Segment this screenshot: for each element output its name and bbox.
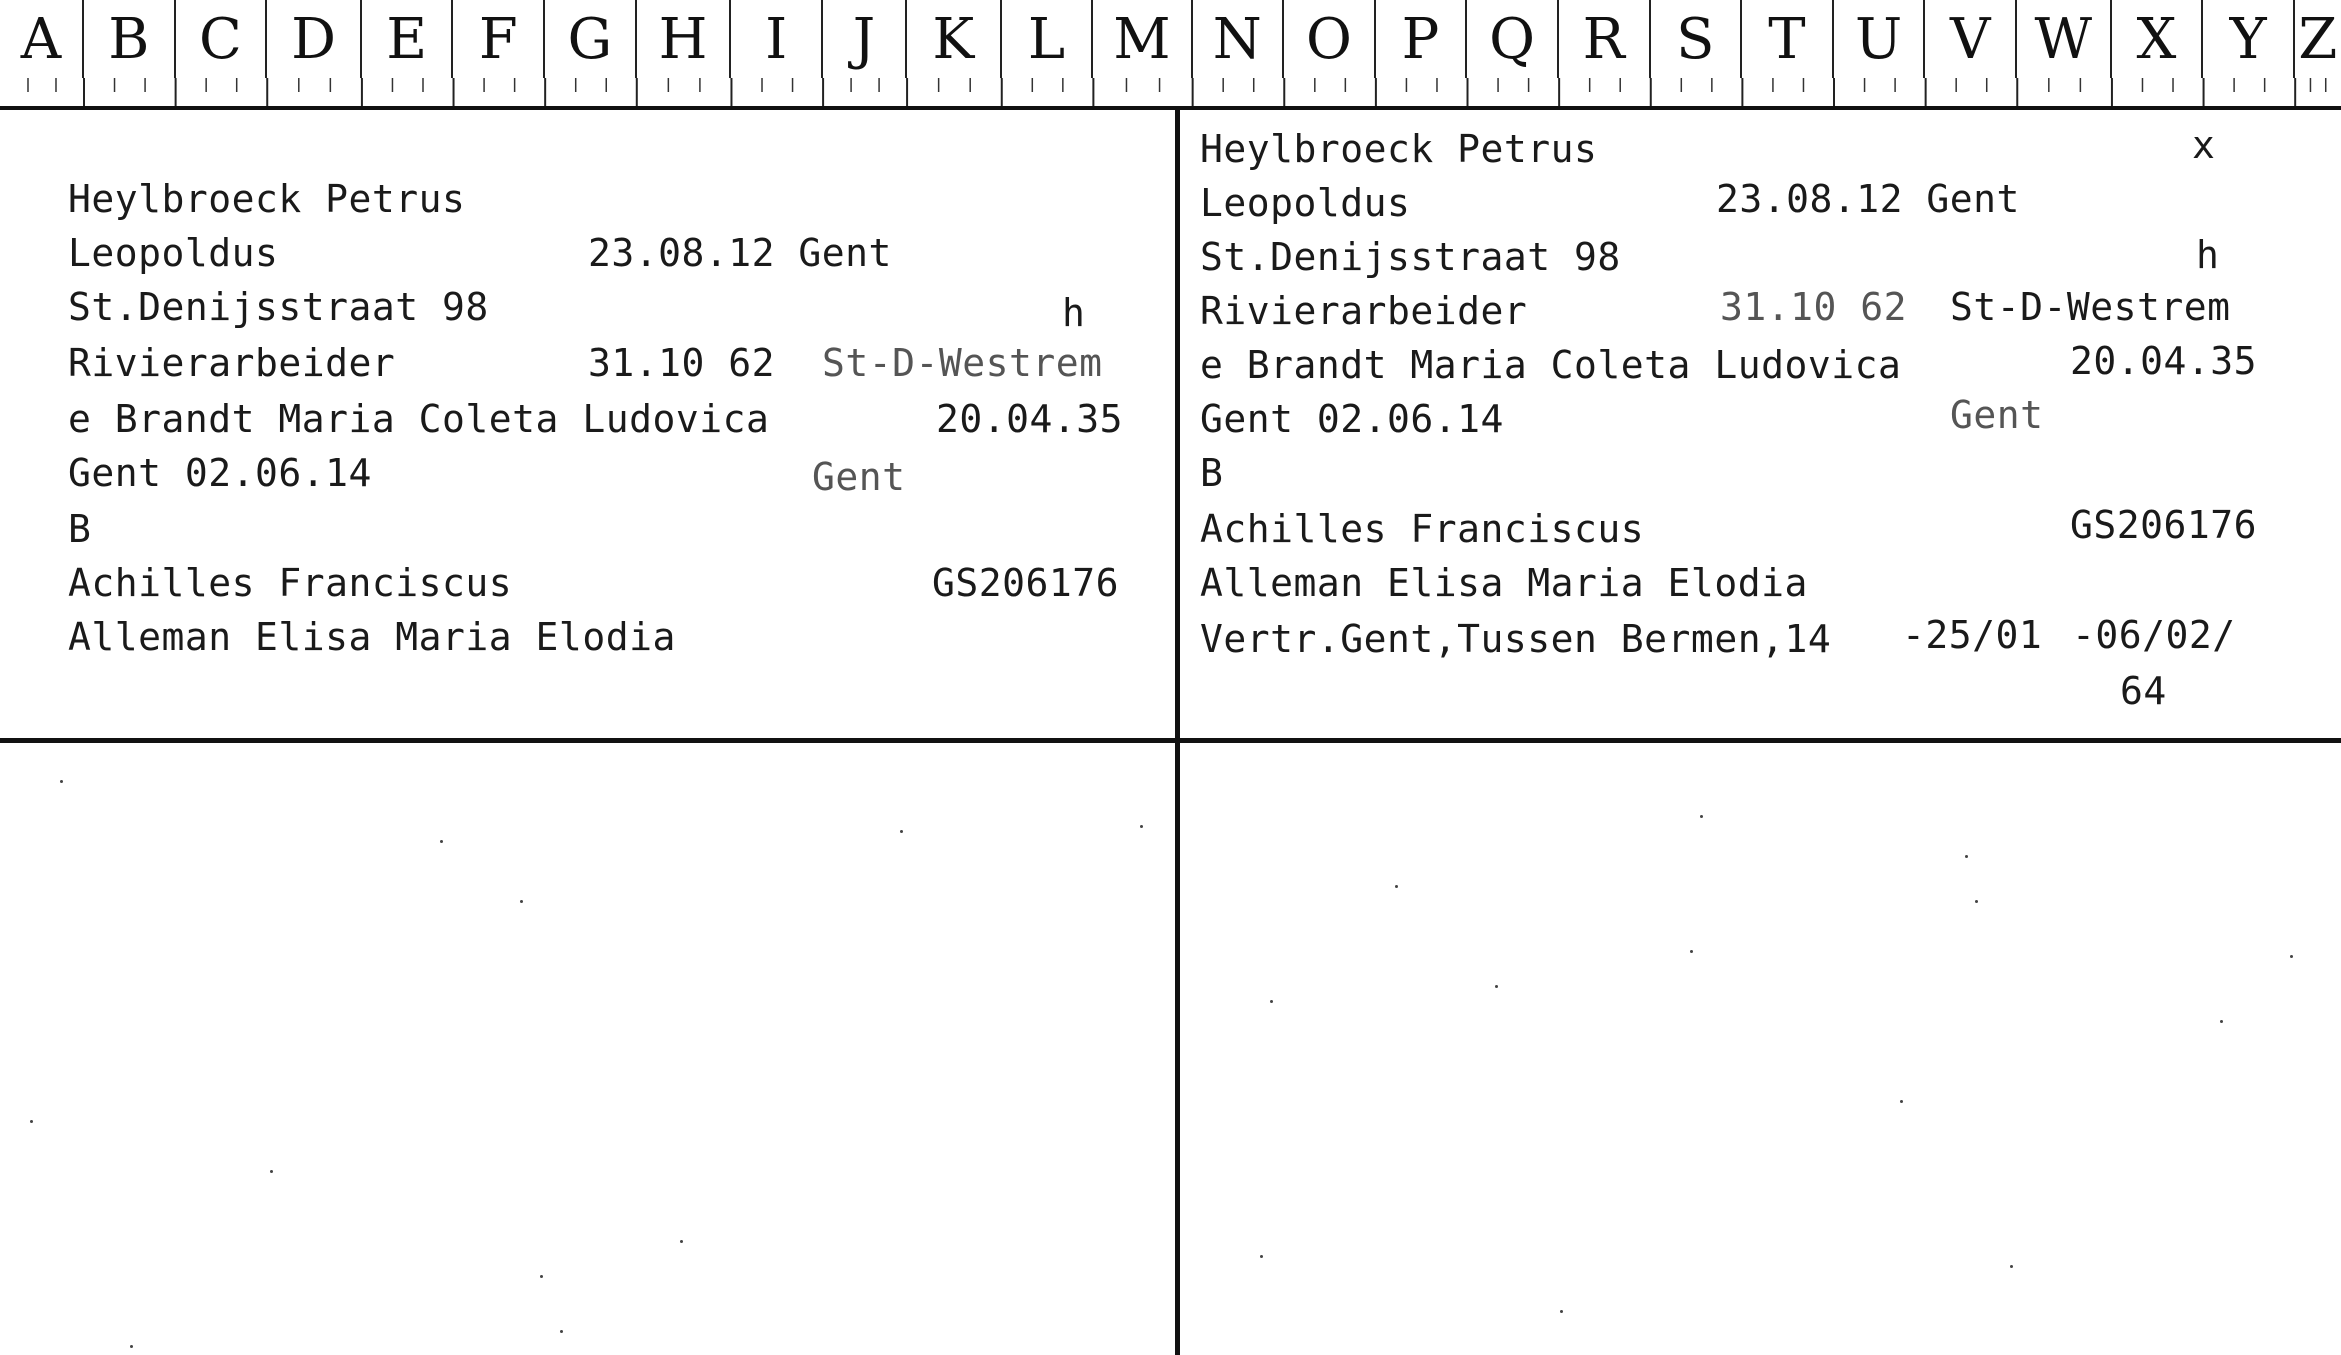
- scan-speck: [440, 840, 443, 843]
- card-left-mark-b: B: [68, 507, 92, 551]
- card-right-occupation: Rivierarbeider: [1200, 289, 1528, 333]
- scan-speck: [680, 1240, 683, 1243]
- card-left-child-spouse: Alleman Elisa Maria Elodia: [68, 615, 676, 659]
- card-left-date-death: 31.10 62: [588, 341, 776, 385]
- scan-speck: [1975, 900, 1978, 903]
- index-letter-l: L: [1002, 0, 1094, 78]
- index-letter-t: T: [1742, 0, 1834, 78]
- scan-speck: [1140, 825, 1143, 828]
- scan-speck: [30, 1120, 33, 1123]
- index-letter-b: B: [84, 0, 176, 78]
- scan-speck: [1270, 1000, 1273, 1003]
- card-left-occupation: Rivierarbeider: [68, 341, 396, 385]
- index-letter-g: G: [545, 0, 637, 78]
- card-right-transfer-year: 64: [2120, 669, 2167, 713]
- card-left-mark-h: h: [1062, 291, 1086, 335]
- scan-speck: [2220, 1020, 2223, 1023]
- card-right-mark-h: h: [2196, 233, 2220, 277]
- scan-speck: [130, 1345, 133, 1348]
- index-letter-p: P: [1376, 0, 1468, 78]
- scan-speck: [1690, 950, 1693, 953]
- scan-speck: [2010, 1265, 2013, 1268]
- scan-speck: [270, 1170, 273, 1173]
- index-tick-marks: [0, 78, 2341, 110]
- scan-speck: [60, 780, 63, 783]
- index-letter-o: O: [1284, 0, 1376, 78]
- index-letter-y: Y: [2203, 0, 2295, 78]
- card-right-spouse-place: Gent: [1950, 393, 2044, 437]
- card-right-birth: 23.08.12 Gent: [1716, 177, 2020, 221]
- scan-speck: [540, 1275, 543, 1278]
- index-letter-s: S: [1651, 0, 1743, 78]
- card-right-transfer: Vertr.Gent,Tussen Bermen,14: [1200, 617, 1832, 661]
- index-letter-j: J: [823, 0, 907, 78]
- card-right-spouse: e Brandt Maria Coleta Ludovica: [1200, 343, 1902, 387]
- card-left: [0, 110, 1175, 738]
- scan-speck: [520, 900, 523, 903]
- card-right-code: GS206176: [2070, 503, 2258, 547]
- card-right-place-death: St-D-Westrem: [1950, 285, 2231, 329]
- card-right-mark-b: B: [1200, 451, 1224, 495]
- card-left-birth: 23.08.12 Gent: [588, 231, 892, 275]
- card-left-place-death: St-D-Westrem: [822, 341, 1103, 385]
- index-letter-e: E: [362, 0, 454, 78]
- index-letter-a: A: [0, 0, 84, 78]
- card-left-spouse: e Brandt Maria Coleta Ludovica: [68, 397, 770, 441]
- card-right-child: Achilles Franciscus: [1200, 507, 1645, 551]
- card-divider-horizontal: [0, 738, 2341, 743]
- index-letter-f: F: [453, 0, 545, 78]
- index-letter-q: Q: [1467, 0, 1559, 78]
- card-right-mark-x: x: [2192, 123, 2216, 167]
- card-right-street: St.Denijsstraat 98: [1200, 235, 1621, 279]
- card-left-spouse-place: Gent: [812, 455, 906, 499]
- scan-speck: [2290, 955, 2293, 958]
- card-left-street: St.Denijsstraat 98: [68, 285, 489, 329]
- index-letter-i: I: [731, 0, 823, 78]
- card-right-transfer-date2: -06/02/: [2072, 613, 2236, 657]
- scan-speck: [900, 830, 903, 833]
- index-letter-c: C: [176, 0, 268, 78]
- index-letter-m: M: [1093, 0, 1192, 78]
- card-right-spouse-date: 20.04.35: [2070, 339, 2258, 383]
- index-letter-x: X: [2112, 0, 2204, 78]
- card-right-child-spouse: Alleman Elisa Maria Elodia: [1200, 561, 1808, 605]
- scan-speck: [1965, 855, 1968, 858]
- card-right-given: Leopoldus: [1200, 181, 1411, 225]
- card-left-name: Heylbroeck Petrus: [68, 177, 466, 221]
- scan-speck: [1900, 1100, 1903, 1103]
- scan-speck: [1495, 985, 1498, 988]
- index-letter-d: D: [267, 0, 362, 78]
- index-letter-h: H: [637, 0, 732, 78]
- card-right-transfer-date1: -25/01: [1902, 613, 2043, 657]
- index-letter-w: W: [2017, 0, 2112, 78]
- index-letter-u: U: [1834, 0, 1926, 78]
- index-letter-k: K: [907, 0, 1002, 78]
- scan-speck: [1700, 815, 1703, 818]
- index-letter-r: R: [1559, 0, 1651, 78]
- scan-speck: [1260, 1255, 1263, 1258]
- card-right-name: Heylbroeck Petrus: [1200, 127, 1598, 171]
- index-letter-n: N: [1193, 0, 1285, 78]
- card-left-spouse-date: 20.04.35: [936, 397, 1124, 441]
- scan-speck: [1560, 1310, 1563, 1313]
- card-right-date-death: 31.10 62: [1720, 285, 1908, 329]
- card-left-code: GS206176: [932, 561, 1120, 605]
- card-left-child: Achilles Franciscus: [68, 561, 513, 605]
- card-right-spouse-birth: Gent 02.06.14: [1200, 397, 1504, 441]
- scan-speck: [1395, 885, 1398, 888]
- scan-speck: [560, 1330, 563, 1333]
- card-left-given: Leopoldus: [68, 231, 279, 275]
- card-left-spouse-birth: Gent 02.06.14: [68, 451, 372, 495]
- index-letter-v: V: [1925, 0, 2017, 78]
- index-letter-z: Z: [2298, 6, 2338, 72]
- card-right: [1180, 110, 2341, 738]
